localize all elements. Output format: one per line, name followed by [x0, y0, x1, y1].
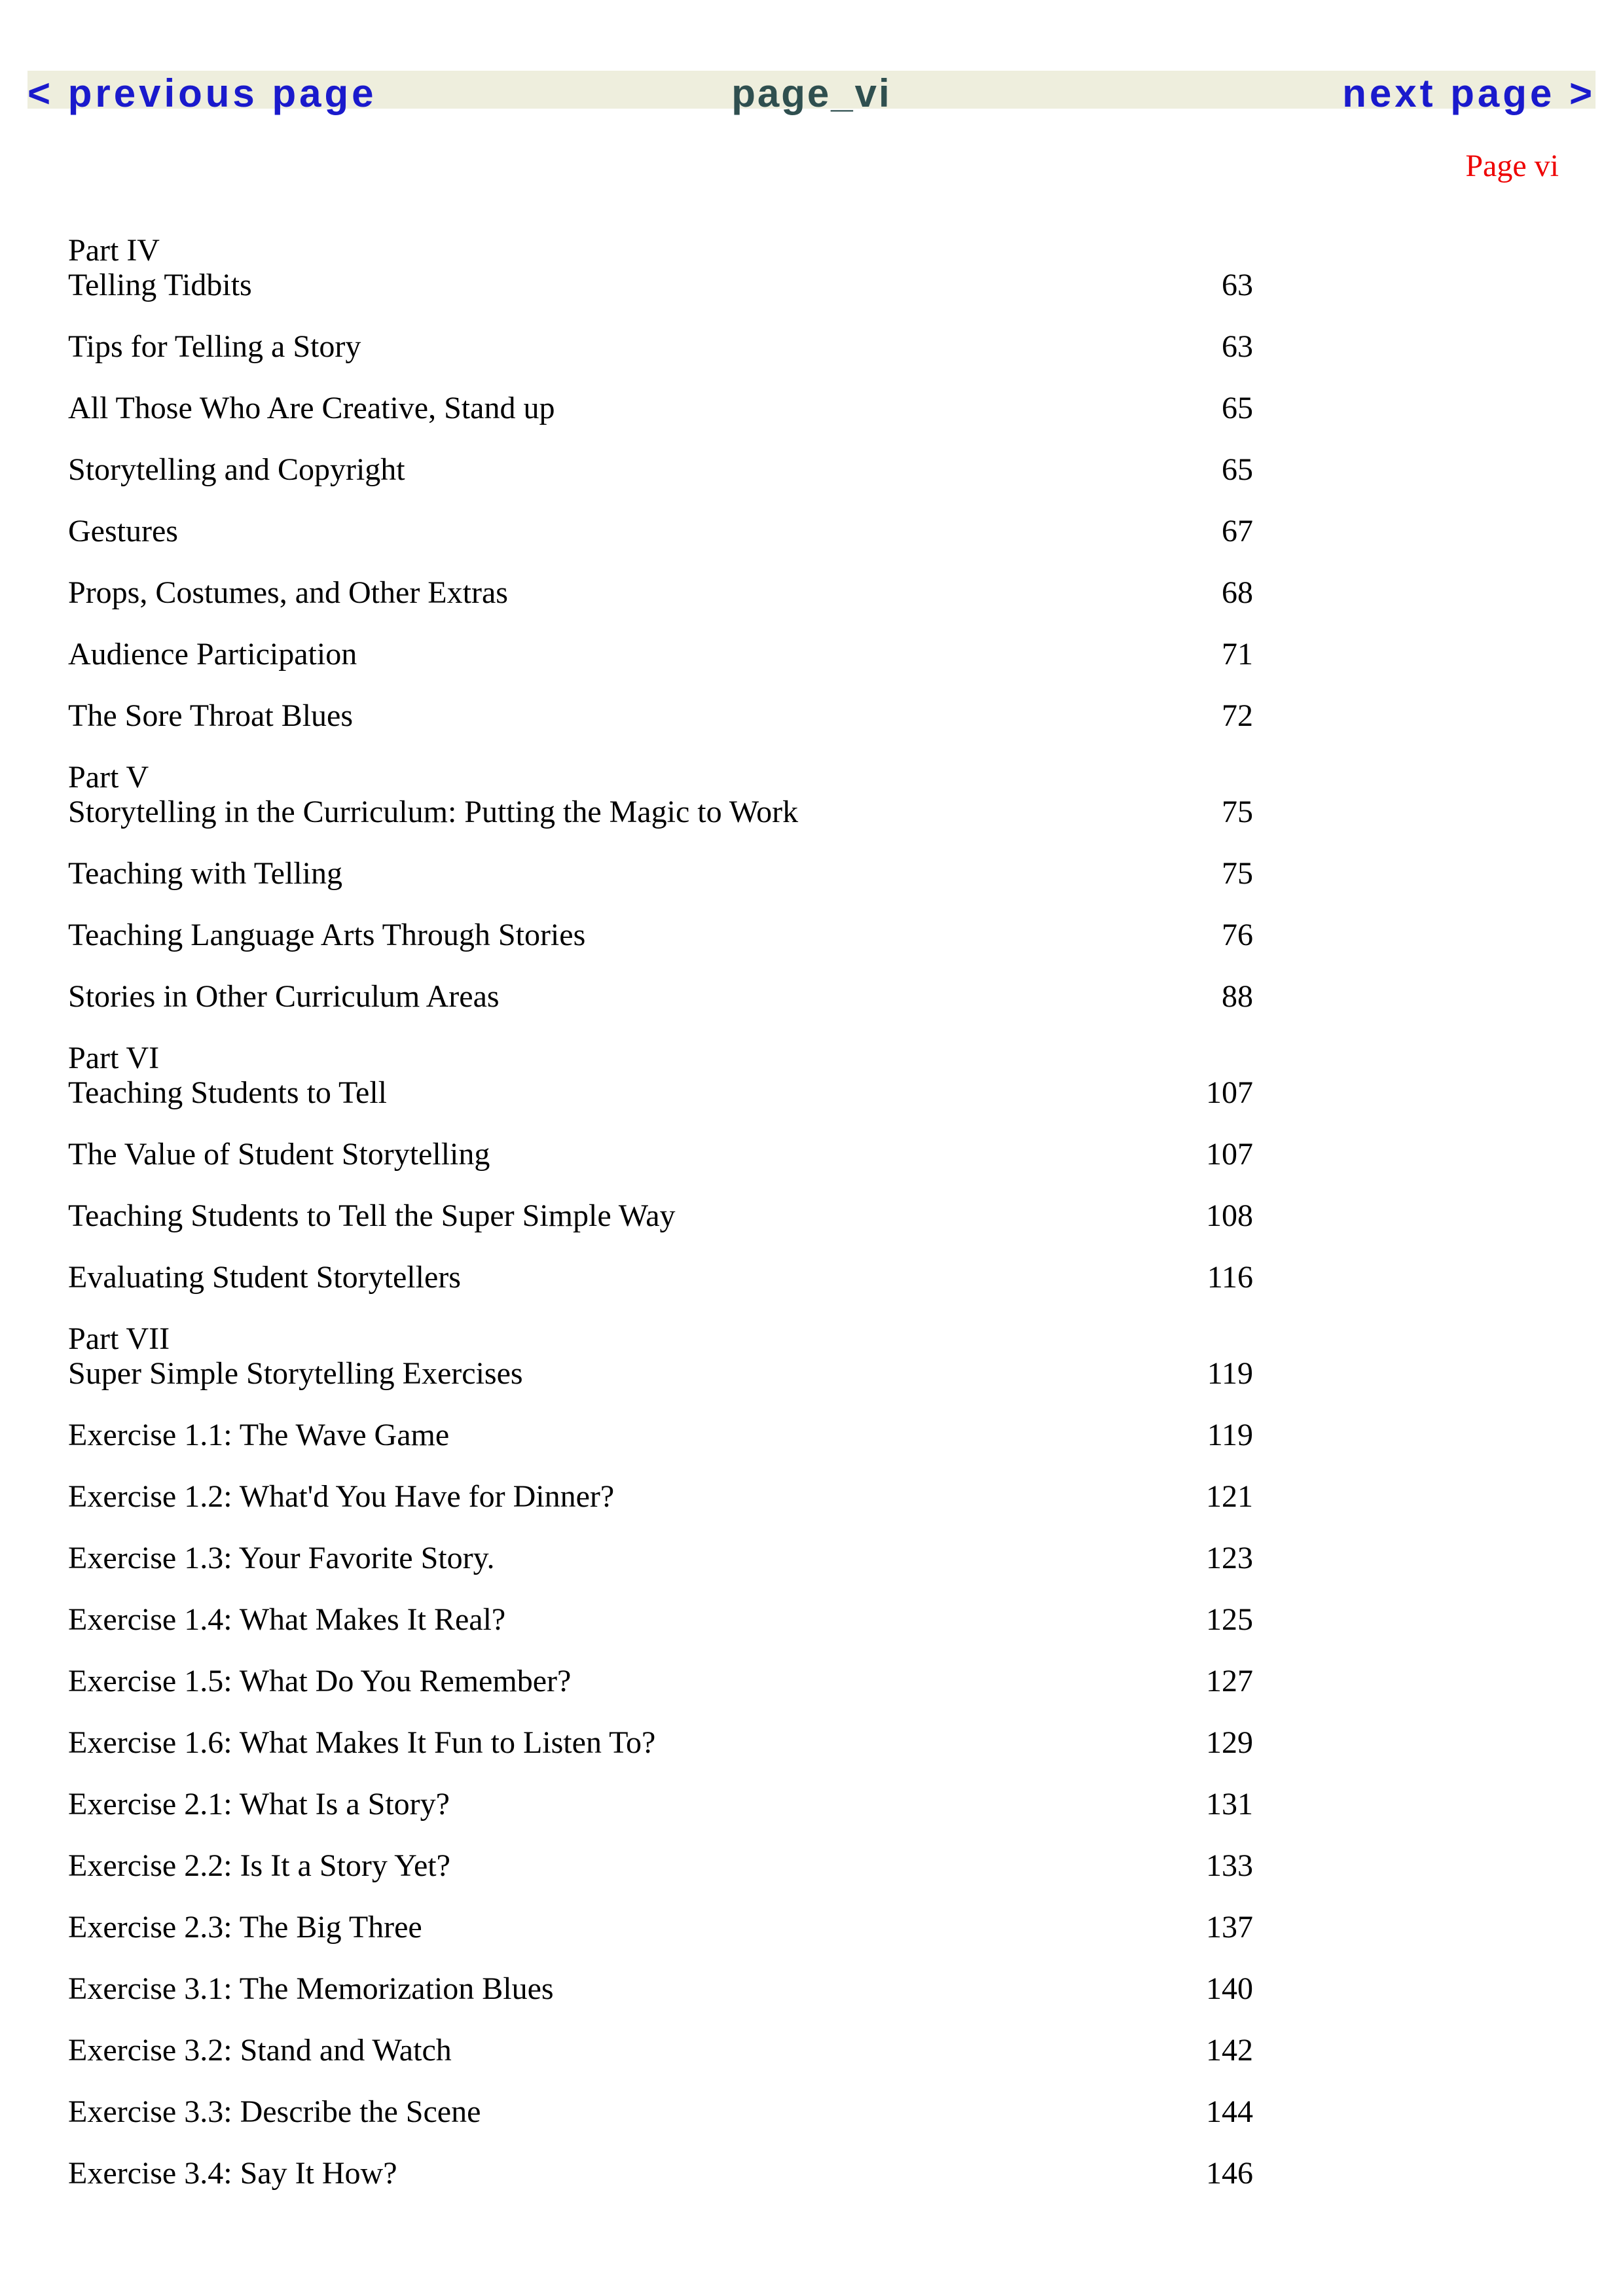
toc-entry-page-number: 129 — [1206, 1725, 1253, 1760]
toc-entry-title: Exercise 2.2: Is It a Story Yet? — [68, 1848, 450, 1883]
toc-entry-page-number: 75 — [1222, 856, 1253, 891]
toc-entry-page-number: 88 — [1222, 979, 1253, 1014]
toc-entry-title: Stories in Other Curriculum Areas — [68, 979, 500, 1014]
toc-entry — [68, 918, 1253, 952]
toc-entry — [68, 1198, 1253, 1233]
toc-entry-page-number: 125 — [1206, 1602, 1253, 1637]
toc-entry — [68, 2033, 1253, 2068]
toc-entry-page-number: 142 — [1206, 2033, 1253, 2068]
toc-entry-title: Super Simple Storytelling Exercises — [68, 1356, 523, 1391]
toc-entry-title: Audience Participation — [68, 637, 357, 672]
toc-entry-title: Storytelling and Copyright — [68, 452, 405, 487]
toc-entry — [68, 1848, 1253, 1883]
toc-entry-page-number: 119 — [1207, 1418, 1253, 1452]
toc-entry — [68, 1418, 1253, 1452]
toc-entry-title: Teaching Students to Tell the Super Simple Way — [68, 1198, 676, 1233]
toc-entry-title: The Value of Student Storytelling — [68, 1137, 490, 1172]
toc-entry-page-number: 131 — [1206, 1787, 1253, 1821]
toc-entry-title: Exercise 1.2: What'd You Have for Dinner? — [68, 1479, 615, 1514]
toc-entry — [68, 979, 1253, 1014]
toc-entry-page-number: 76 — [1222, 918, 1253, 952]
toc-entry — [68, 1971, 1253, 2006]
toc-entry-title: Storytelling in the Curriculum: Putting the Magic to Work — [68, 795, 799, 829]
toc-entry-page-number: 140 — [1206, 1971, 1253, 2006]
toc-entry — [68, 1479, 1253, 1514]
toc-entry — [68, 233, 1253, 302]
toc-entry-page-number: 75 — [1222, 795, 1253, 829]
toc-entry — [68, 1787, 1253, 1821]
toc-entry-title: Exercise 1.4: What Makes It Real? — [68, 1602, 506, 1637]
toc-part-heading: Part V — [68, 760, 149, 795]
toc-entry — [68, 514, 1253, 548]
toc-part-heading: Part VII — [68, 1321, 170, 1356]
toc-entry-title: Exercise 3.2: Stand and Watch — [68, 2033, 452, 2068]
toc-entry — [68, 1602, 1253, 1637]
toc-entry-title: Exercise 1.3: Your Favorite Story. — [68, 1541, 495, 1575]
toc-entry-title: Exercise 3.3: Describe the Scene — [68, 2094, 481, 2129]
toc-entry — [68, 452, 1253, 487]
next-page-link[interactable]: next page > — [1342, 71, 1596, 115]
toc-entry-page-number: 107 — [1206, 1137, 1253, 1172]
toc-entry-title: Exercise 2.1: What Is a Story? — [68, 1787, 450, 1821]
toc-entry-page-number: 146 — [1206, 2156, 1253, 2191]
toc-entry — [68, 391, 1253, 425]
toc-entry-page-number: 116 — [1207, 1260, 1253, 1295]
previous-page-link[interactable]: < previous page — [27, 71, 377, 115]
toc-entry — [68, 1664, 1253, 1698]
toc-entry — [68, 2094, 1253, 2129]
toc-entry-title: Exercise 3.4: Say It How? — [68, 2156, 397, 2191]
toc-entry-page-number: 144 — [1206, 2094, 1253, 2129]
toc-entry — [68, 760, 1253, 829]
toc-entry-page-number: 119 — [1207, 1356, 1253, 1391]
toc-entry — [68, 575, 1253, 610]
toc-entry-title: Teaching Students to Tell — [68, 1075, 387, 1110]
toc-entry-title: Teaching Language Arts Through Stories — [68, 918, 586, 952]
current-page-id: page_vi — [731, 71, 892, 115]
toc-entry — [68, 1041, 1253, 1110]
toc-entry-title: Telling Tidbits — [68, 268, 252, 302]
toc-entry-title: Evaluating Student Storytellers — [68, 1260, 461, 1295]
toc-entry — [68, 1137, 1253, 1172]
toc-entry-page-number: 121 — [1206, 1479, 1253, 1514]
toc-entry — [68, 637, 1253, 672]
toc-entry-title: The Sore Throat Blues — [68, 698, 354, 733]
toc-entry-page-number: 137 — [1206, 1910, 1253, 1945]
toc-entry-title: Exercise 1.1: The Wave Game — [68, 1418, 450, 1452]
toc-entry-title: Exercise 2.3: The Big Three — [68, 1910, 422, 1945]
page-number-label: Page vi — [1465, 149, 1559, 183]
toc-entry-page-number: 133 — [1206, 1848, 1253, 1883]
toc-entry-page-number: 65 — [1222, 391, 1253, 425]
toc-entry-title: Props, Costumes, and Other Extras — [68, 575, 508, 610]
toc-entry-title: Tips for Telling a Story — [68, 329, 361, 364]
toc-entry-page-number: 123 — [1206, 1541, 1253, 1575]
toc-entry-title: All Those Who Are Creative, Stand up — [68, 391, 555, 425]
toc-entry-title: Teaching with Telling — [68, 856, 342, 891]
toc-entry — [68, 856, 1253, 891]
toc-entry — [68, 1910, 1253, 1945]
toc-entry-page-number: 108 — [1206, 1198, 1253, 1233]
toc-entry-page-number: 107 — [1206, 1075, 1253, 1110]
toc-entry-title: Gestures — [68, 514, 178, 548]
toc-entry — [68, 698, 1253, 733]
toc-entry — [68, 1260, 1253, 1295]
toc-entry-page-number: 65 — [1222, 452, 1253, 487]
toc-entry-title: Exercise 1.6: What Makes It Fun to Listen To? — [68, 1725, 656, 1760]
toc-entry-page-number: 68 — [1222, 575, 1253, 610]
toc-entry-title: Exercise 1.5: What Do You Remember? — [68, 1664, 572, 1698]
toc-entry-page-number: 63 — [1222, 329, 1253, 364]
toc-part-heading: Part IV — [68, 233, 160, 268]
toc-entry-page-number: 67 — [1222, 514, 1253, 548]
toc-entry — [68, 329, 1253, 364]
toc-entry — [68, 2156, 1253, 2191]
toc-entry — [68, 1725, 1253, 1760]
table-of-contents — [68, 233, 1253, 2217]
toc-entry-page-number: 71 — [1222, 637, 1253, 672]
toc-entry-title: Exercise 3.1: The Memorization Blues — [68, 1971, 554, 2006]
toc-entry-page-number: 127 — [1206, 1664, 1253, 1698]
toc-entry — [68, 1541, 1253, 1575]
toc-entry-page-number: 72 — [1222, 698, 1253, 733]
toc-entry-page-number: 63 — [1222, 268, 1253, 302]
toc-entry — [68, 1321, 1253, 1391]
toc-part-heading: Part VI — [68, 1041, 160, 1075]
